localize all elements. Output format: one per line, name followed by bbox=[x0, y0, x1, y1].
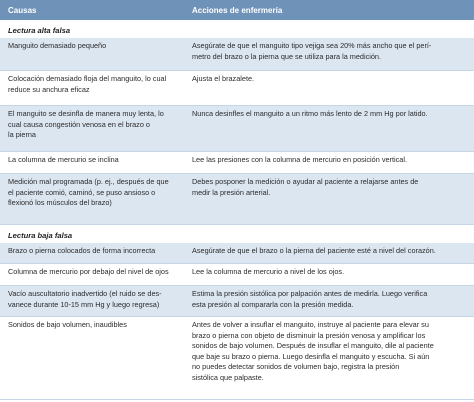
action-cell: Lee la columna de mercurio a nivel de los ojos. bbox=[192, 267, 345, 276]
header-nursing-actions: Acciones de enfermería bbox=[192, 5, 283, 15]
action-cell: Ajusta el brazalete. bbox=[192, 74, 255, 83]
action-cell: Estima la presión sistólica por palpación antes de medirla. Luego verifica esta presión al compararla con la presión medida. bbox=[192, 289, 428, 309]
section-title-high-text: Lectura alta falsa bbox=[8, 26, 71, 35]
cause-cell: Sonidos de bajo volumen, inaudibles bbox=[8, 320, 127, 329]
cause-cell: Brazo o pierna colocados de forma incorrecta bbox=[8, 246, 156, 255]
cause-cell: El manguito se desinfla de manera muy lenta, lo cual causa congestión venosa en el brazo o la pierna bbox=[8, 109, 164, 140]
section-title-low bbox=[0, 225, 474, 243]
cause-cell: Manguito demasiado pequeño bbox=[8, 41, 107, 50]
cause-cell: Columna de mercurio por debajo del nivel de ojos bbox=[8, 267, 169, 276]
header-causes: Causas bbox=[8, 5, 37, 15]
table-row bbox=[0, 317, 474, 400]
table-row bbox=[0, 152, 474, 174]
table-row bbox=[0, 174, 474, 225]
cause-cell: La columna de mercurio se inclina bbox=[8, 155, 119, 164]
action-cell: Asegúrate de que el manguito tipo vejiga sea 20% más ancho que el perí- metro del brazo o la pierna que se utiliza para la medición. bbox=[192, 41, 432, 61]
table-row bbox=[0, 106, 474, 152]
cause-cell: Colocación demasiado floja del manguito, lo cual reduce su anchura eficaz bbox=[8, 74, 167, 94]
section-title-high bbox=[0, 20, 474, 38]
table-row bbox=[0, 264, 474, 286]
section-title-low-text: Lectura baja falsa bbox=[8, 231, 73, 240]
cause-cell: Vacío auscultatorio inadvertido (el ruido se des- vanece durante 10-15 mm Hg y luego regresa) bbox=[8, 289, 162, 309]
action-cell: Debes posponer la medición o ayudar al paciente a relajarse antes de medir la presión arterial. bbox=[192, 177, 419, 197]
action-cell: Nunca desinfles el manguito a un ritmo más lento de 2 mm Hg por latido. bbox=[192, 109, 428, 118]
table-row bbox=[0, 71, 474, 106]
table-row bbox=[0, 243, 474, 264]
table-header bbox=[0, 0, 474, 20]
action-cell: Antes de volver a insuflar el manguito, instruye al paciente para elevar su brazo o pierna con objeto de disminuir la presión venosa y amplificar los sonidos de bajo volumen. Después de insuflar el manguito, dile al paciente que baje su brazo o pierna. Luego desinfla el manguito y escucha. Si aún no puedes detectar sonidos de volumen bajo, registra la presión sistólica que palpaste. bbox=[192, 320, 434, 382]
action-cell: Asegúrate de que el brazo o la pierna del paciente esté a nivel del corazón. bbox=[192, 246, 436, 255]
table-row bbox=[0, 38, 474, 71]
cause-cell: Medición mal programada (p. ej., después de que el paciente comió, caminó, se puso ansioso o flexionó los músculos del brazo) bbox=[8, 177, 169, 208]
table-row bbox=[0, 286, 474, 317]
action-cell: Lee las presiones con la columna de mercurio en posición vertical. bbox=[192, 155, 407, 164]
